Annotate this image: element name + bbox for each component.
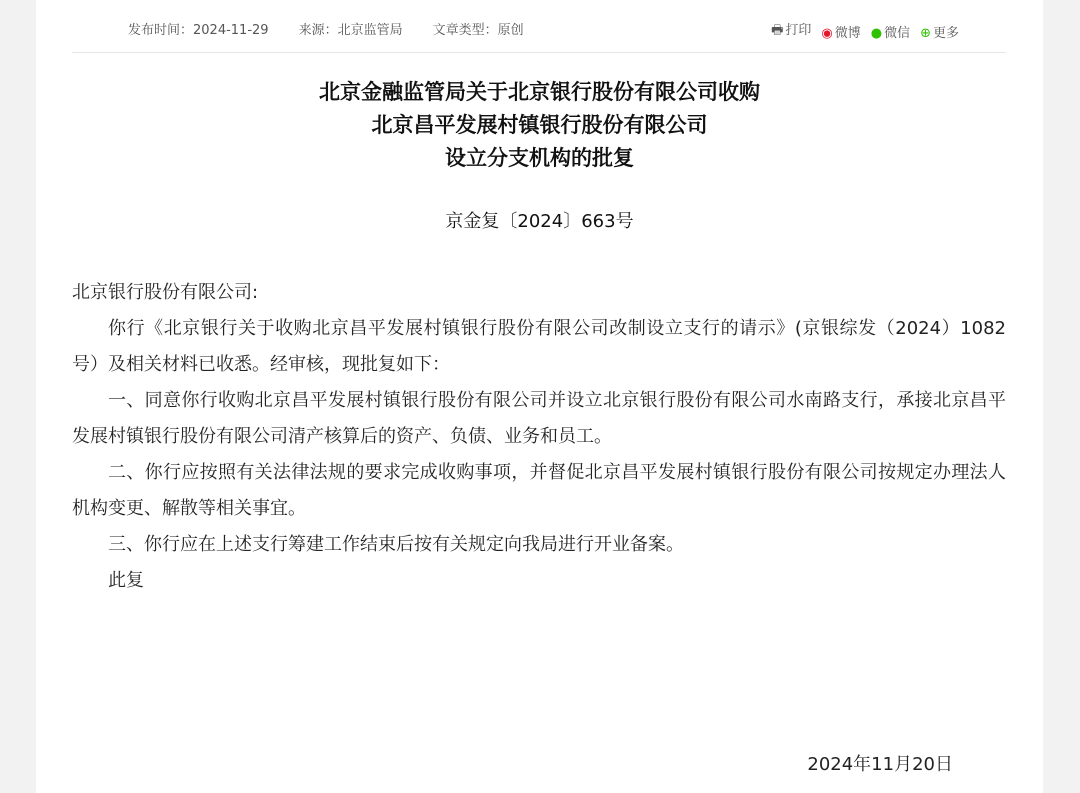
salutation: 北京银行股份有限公司: [72, 282, 259, 303]
paragraph: 三、你行应在上述支行筹建工作结束后按有关规定向我局进行开业备案。 [108, 534, 684, 555]
weibo-icon: ◉ [821, 25, 833, 41]
share-bar [771, 19, 959, 43]
document-date: 2024年11月20日 [807, 754, 953, 775]
document-body [72, 275, 1006, 599]
paragraph: 二、你行应按照有关法律法规的要求完成收购事项，并督促北京昌平发展村镇银行股份有限公司按规定办理法人机构变更、解散等相关事宜。 [72, 462, 1006, 519]
source: 来源：北京监管局 [298, 23, 403, 38]
page-title: 北京金融监管局关于北京银行股份有限公司收购 北京昌平发展村镇银行股份有限公司 设立分支机构的批复 [319, 80, 760, 170]
paragraph: 你行《北京银行关于收购北京昌平发展村镇银行股份有限公司改制设立支行的请示》(京银综发（2024）1082号）及相关材料已收悉。经审核，现批复如下： [72, 318, 1006, 375]
plus-circle-icon: ⊕ [920, 25, 931, 41]
wechat-button[interactable]: ● 微信 [870, 25, 911, 41]
closing: 此复 [108, 570, 144, 591]
article-type: 文章类型：原创 [432, 23, 524, 38]
wechat-icon: ● [870, 25, 883, 41]
printer-icon: 🖶 [771, 23, 784, 38]
document-number: 京金复〔2024〕663号 [445, 211, 634, 232]
more-button[interactable]: ⊕ 更多 [920, 25, 959, 41]
publish-time: 发布时间：2024-11-29 [128, 23, 269, 38]
paragraph: 一、同意你行收购北京昌平发展村镇银行股份有限公司并设立北京银行股份有限公司水南路支行，承接北京昌平发展村镇银行股份有限公司清产核算后的资产、负债、业务和员工。 [72, 390, 1006, 447]
weibo-button[interactable]: ◉ 微博 [821, 25, 861, 41]
divider [72, 52, 1006, 53]
article-meta [128, 19, 524, 38]
article-page [36, 0, 1043, 793]
print-button[interactable]: 🖶 打印 [771, 19, 811, 43]
